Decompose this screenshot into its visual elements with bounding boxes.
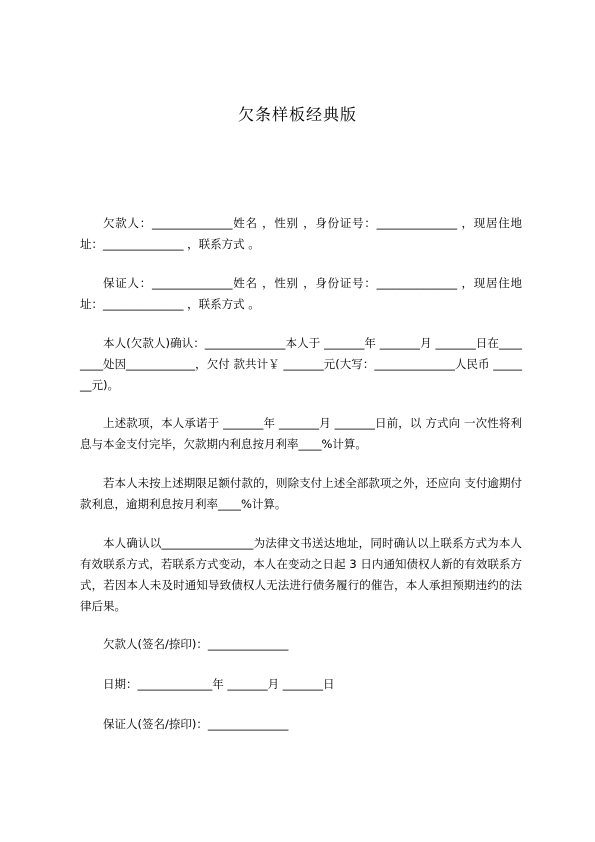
guarantor-info-paragraph: 保证人：______________姓名 ，性别 ，身份证号：______________ ，现居住地址：______________ ，联系方式 。 [80,276,522,311]
guarantor-signature-line: 保证人(签名/捺印)：______________ [103,717,289,731]
document-title: 欠条样板经典版 [237,105,357,124]
date-line: 日期：_____________年 _______月 _______日 [103,677,335,691]
debtor-signature-line: 欠款人(签名/捺印)：______________ [103,637,289,651]
repayment-promise-paragraph: 上述款项，本人承诺于 _______年 _______月 _______日前，以 方式向 一次性将利息与本金支付完毕，欠款期内利息按月利率____%计算。 [80,416,522,451]
debtor-info-paragraph: 欠款人：______________姓名 ，性别 ，身份证号：______________ ，现居住地址：______________ ，联系方式 。 [80,216,522,251]
debt-confirmation-paragraph: 本人(欠款人)确认：______________本人于 _______年 _______月 _______日在________处因____________，欠付 款共计￥ _______元(大写：______________人民币 _______元)。 [80,336,522,392]
service-address-paragraph: 本人确认以________________为法律文书送达地址，同时确认以上联系方式为本人有效联系方式，若联系方式变动，本人在变动之日起 3 日内通知债权人新的有效联系方式，若因本人未及时通知导致债权人无法进行债务履行的催告，本人承担预期违约的法律后果。 [80,536,522,613]
overdue-interest-paragraph: 若本人未按上述期限足额付款的，则除支付上述全部款项之外，还应向 支付逾期付款利息，逾期利息按月利率____%计算。 [80,476,522,511]
